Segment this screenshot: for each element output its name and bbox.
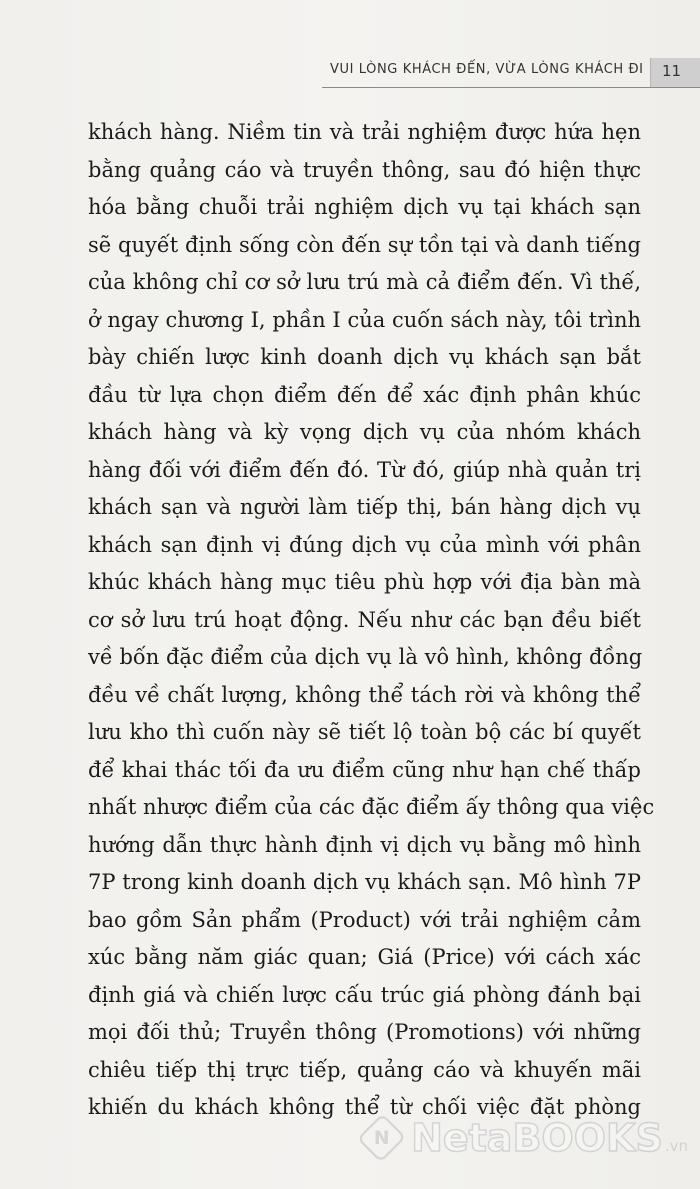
text-line: xúc bằng năm giác quan; Giá (Price) với cách xác [88,945,641,969]
text-line: 7P trong kinh doanh dịch vụ khách sạn. Mô hình 7P [88,870,641,894]
text-line: để khai thác tối đa ưu điểm cũng như hạn chế thấp [88,757,641,782]
text-line: khúc khách hàng mục tiêu phù hợp với địa bàn mà [88,570,641,594]
text-line: khách sạn và người làm tiếp thị, bán hàng dịch vụ [88,495,641,519]
text-line: bày chiến lược kinh doanh dịch vụ khách sạn bắt [88,345,641,369]
text-line: đầu từ lựa chọn điểm đến để xác định phân khúc [88,382,641,407]
text-line: ở ngay chương I, phần I của cuốn sách này, tôi trình [88,307,641,332]
text-line: khách hàng. Niềm tin và trải nghiệm được hứa hẹn [88,120,641,144]
text-line: hướng dẫn thực hành định vị dịch vụ bằng mô hình [88,832,641,857]
text-line: đều về chất lượng, không thể tách rời và không thể [88,682,641,707]
text-line: bằng quảng cáo và truyền thông, sau đó hiện thực [88,157,641,182]
text-line: sẽ quyết định sống còn đến sự tồn tại và danh tiếng [88,232,641,257]
text-line: lưu kho thì cuốn này sẽ tiết lộ toàn bộ các bí quyết [88,720,641,744]
text-line: khách sạn định vị đúng dịch vụ của mình với phân [88,532,641,557]
text-line: cơ sở lưu trú hoạt động. Nếu như các bạn đều biết [88,607,641,632]
watermark-domain: .vn [664,1137,688,1155]
watermark [358,1108,688,1168]
text-line: khách hàng và kỳ vọng dịch vụ của nhóm khách [88,420,641,444]
text-line: khiến du khách không thể từ chối việc đặt phòng [88,1095,641,1119]
text-line: chiêu tiếp thị trực tiếp, quảng cáo và khuyến mãi [88,1057,641,1082]
text-line: hóa bằng chuỗi trải nghiệm dịch vụ tại khách sạn [88,195,641,219]
text-line: về bốn đặc điểm của dịch vụ là vô hình, không đồng [88,645,643,669]
text-line: định giá và chiến lược cấu trúc giá phòng đánh bại [88,982,641,1007]
page-number: 11 [662,62,682,80]
watermark-logo-letter: N [373,1127,390,1149]
text-line: nhất nhược điểm của các đặc điểm ấy thông qua việc [88,795,655,819]
header-rule [322,87,700,88]
running-head: VUI LÒNG KHÁCH ĐẾN, VỪA LÒNG KHÁCH ĐI [330,62,644,77]
text-line: của không chỉ cơ sở lưu trú mà cả điểm đến. Vì thế, [88,270,641,294]
watermark-logo-icon [357,1113,406,1162]
text-line: hàng đối với điểm đến đó. Từ đó, giúp nhà quản trị [88,457,641,482]
text-line: bao gồm Sản phẩm (Product) với trải nghiệm cảm [88,907,641,932]
watermark-brand: NetaBOOKS [411,1116,663,1160]
body-text [88,114,655,1127]
text-line: mọi đối thủ; Truyền thông (Promotions) với những [88,1020,641,1044]
